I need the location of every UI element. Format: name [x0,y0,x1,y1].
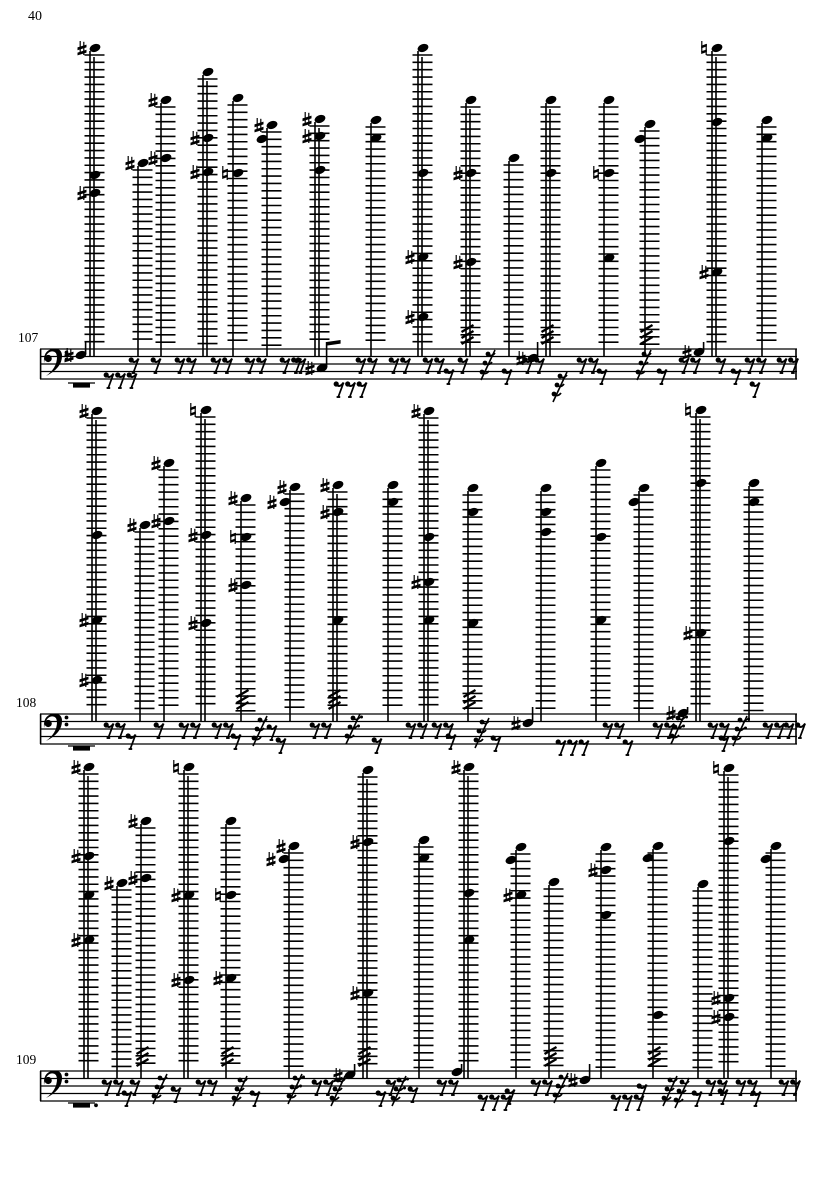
sharp-icon [255,122,264,128]
bass-clef-icon [65,716,69,720]
sharp-icon [72,942,81,948]
rest-dot [406,1078,409,1081]
sharp-icon [306,370,315,376]
sharp-icon [277,843,286,849]
sharp-icon [504,892,513,898]
whole-rest-block [73,1103,90,1108]
sharp-icon [406,259,415,265]
sharp-icon [303,116,312,122]
sharp-icon [189,532,198,538]
sharp-icon [191,174,200,180]
sharp-icon [412,408,421,414]
sharp-icon [454,170,463,176]
sharp-icon [684,635,693,641]
sharp-icon [80,682,89,688]
sharp-icon [683,354,692,360]
sharp-icon [72,937,81,943]
sharp-icon [700,274,709,280]
sharp-icon [191,169,200,175]
sharp-icon [406,314,415,320]
sharp-icon [78,45,87,51]
rest-dot [94,1103,98,1107]
sharp-icon [172,977,181,983]
rest-dot [685,716,688,719]
bass-clef-icon [65,1080,69,1084]
sharp-icon [191,135,200,141]
sharp-icon [80,408,89,414]
bass-clef-icon [45,355,52,362]
rest-dot [403,1087,406,1090]
sharp-icon [152,518,161,524]
bass-clef-icon [45,720,52,727]
measure-number-108: 108 [16,695,37,710]
sharp-icon [267,856,276,862]
sharp-icon [303,138,312,144]
sharp-icon [229,587,238,593]
sharp-icon [78,195,87,201]
sharp-icon [412,579,421,585]
rest-dot [744,727,747,730]
sharp-icon [303,133,312,139]
sharp-icon [128,522,137,528]
sharp-icon [172,892,181,898]
sharp-icon [351,995,360,1001]
sharp-icon [105,880,114,886]
sharp-icon [152,523,161,529]
sharp-icon [149,160,158,166]
sharp-icon [512,720,521,726]
sharp-icon [129,880,138,886]
sharp-icon [712,1019,721,1025]
beam-stub [327,340,341,346]
rest-dot [357,725,360,728]
sharp-icon [569,1077,578,1083]
bass-clef-icon [65,723,69,727]
sharp-icon [268,504,277,510]
rest-dot [682,725,685,728]
sharp-icon [189,620,198,626]
sharp-icon [454,175,463,181]
rest-dot [360,716,363,719]
bass-clef-icon [45,1077,52,1084]
sharp-icon [351,990,360,996]
measure-number-109: 109 [16,1052,37,1067]
sharp-icon [306,365,315,371]
sharp-icon [589,867,598,873]
sharp-icon [406,319,415,325]
sharp-icon [712,1000,721,1006]
measure-number-107: 107 [18,330,39,345]
sharp-icon [80,622,89,628]
sharp-icon [321,514,330,520]
sharp-icon [65,357,74,363]
sharp-icon [504,897,513,903]
sharp-icon [412,584,421,590]
sharp-icon [80,677,89,683]
sharp-icon [152,460,161,466]
sharp-icon [214,975,223,981]
sharp-icon [268,499,277,505]
rest-dot [302,1076,305,1079]
sharp-icon [712,1014,721,1020]
sharp-icon [126,160,135,166]
sharp-icon [667,715,676,721]
sharp-icon [214,980,223,986]
sharp-icon [321,482,330,488]
sharp-icon [129,818,138,824]
sharp-icon [452,764,461,770]
sharp-icon [229,495,238,501]
sharp-icon [406,254,415,260]
sharp-icon [149,155,158,161]
sharp-icon [712,995,721,1001]
whole-rest-block [73,383,90,388]
whole-rest-block [73,746,90,751]
bass-clef-icon [65,1073,69,1077]
sharp-icon [700,269,709,275]
page-number: 40 [28,9,42,24]
sharp-icon [684,630,693,636]
sharp-icon [172,897,181,903]
sharp-icon [334,1072,343,1078]
sharp-icon [72,853,81,859]
sharp-icon [351,844,360,850]
rest-dot [299,1085,302,1088]
sharp-icon [278,484,287,490]
sharp-icon [267,861,276,867]
rest-dot [747,718,750,721]
sharp-icon [149,97,158,103]
sharp-icon [454,259,463,265]
sharp-icon [80,617,89,623]
sharp-icon [72,764,81,770]
